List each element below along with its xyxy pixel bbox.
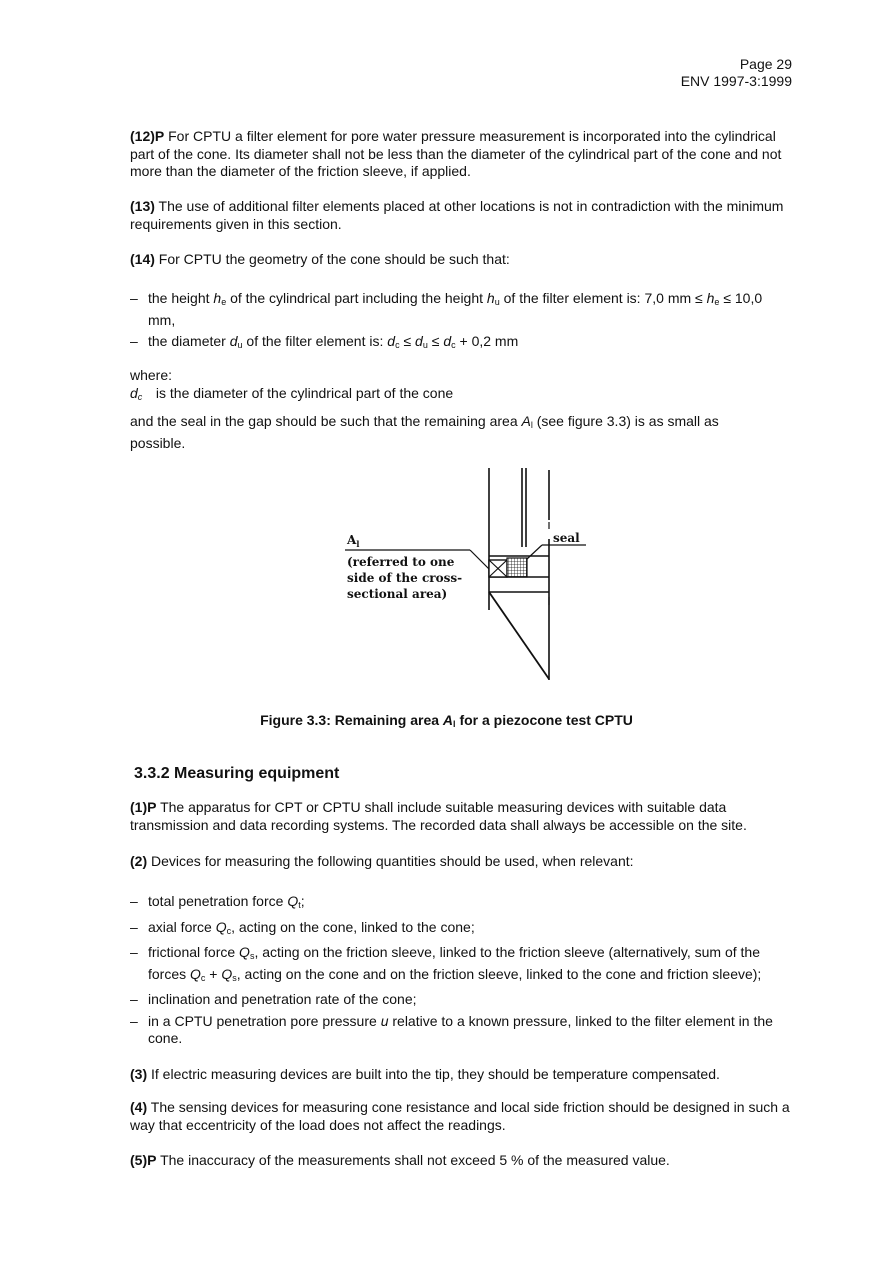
where-definition: $d_c$ is the diameter of the cylindrical part of the cone bbox=[130, 384, 454, 402]
clause-text: If electric measuring devices are built into the tip, they should be temperature compensated. bbox=[151, 1066, 720, 1082]
area-label-line: side of the cross- bbox=[347, 571, 463, 585]
list-item: – total penetration force $Q_t$; bbox=[130, 893, 305, 910]
clause-text: The sensing devices for measuring cone resistance and local side friction should be designed in such a way that eccentricity of the load does not affect the readings. bbox=[130, 1099, 790, 1133]
clause-number: (4) bbox=[130, 1099, 148, 1115]
clause-number: (12)P bbox=[130, 128, 165, 144]
page-header bbox=[681, 56, 792, 90]
area-label-line: sectional area) bbox=[347, 587, 448, 601]
seal-hatched-block bbox=[507, 558, 527, 577]
clause-number: (1)P bbox=[130, 799, 157, 815]
list-item: – axial force $Q_c$, acting on the cone, linked to the cone; bbox=[130, 918, 475, 936]
clause-number: (13) bbox=[130, 198, 155, 214]
paragraph-13 bbox=[130, 198, 795, 233]
list-item: – in a CPTU penetration pore pressure u relative to a known pressure, linked to the filter element in the cone. bbox=[130, 1012, 773, 1046]
dash-bullet: – bbox=[130, 333, 138, 349]
paragraph-1p bbox=[130, 799, 795, 834]
area-label: $A_l$ bbox=[347, 533, 360, 549]
area-leader-line bbox=[470, 550, 489, 569]
dash-bullet: – bbox=[130, 1012, 138, 1029]
dash-bullet: – bbox=[130, 918, 138, 935]
clause-text: The apparatus for CPT or CPTU shall include suitable measuring devices with suitable data transmission and data recording systems. The recorded data shall always be accessible on the site. bbox=[130, 799, 747, 833]
figure-caption: Figure 3.3: Remaining area $A_l$ for a piezocone test CPTU bbox=[260, 712, 633, 729]
list-item: – the diameter $d_u$ of the filter element is: $d_c \le d_u \le d_c + 0,2$ mm bbox=[130, 333, 519, 350]
cone-geometry-list bbox=[130, 290, 770, 359]
clause-text: The inaccuracy of the measurements shall not exceed 5 % of the measured value. bbox=[160, 1152, 670, 1168]
paragraph-5p bbox=[130, 1152, 795, 1170]
seal-label: seal bbox=[553, 531, 580, 545]
clause-text: For CPTU the geometry of the cone should be such that: bbox=[158, 251, 510, 267]
where-label: where: bbox=[130, 367, 173, 383]
cone-tip-line bbox=[489, 592, 549, 679]
paragraph-2 bbox=[130, 853, 795, 871]
list-item: – the height $h_e$ of the cylindrical part including the height $h_u$ of the filter element is: 7,0 mm ≤ $h_e \le 10,0$ mm, bbox=[130, 290, 763, 328]
standard-reference: ENV 1997-3:1999 bbox=[680, 73, 792, 89]
paragraph-3 bbox=[130, 1066, 795, 1084]
clause-number: (2) bbox=[130, 853, 148, 869]
figure-3-3-diagram bbox=[340, 465, 590, 690]
paragraph-4 bbox=[130, 1099, 795, 1134]
quantities-list bbox=[130, 893, 795, 1052]
clause-number: (3) bbox=[130, 1066, 148, 1082]
list-item: – inclination and penetration rate of the cone; bbox=[130, 991, 417, 1007]
seal-paragraph: and the seal in the gap should be such that the remaining area $A_l$ (see figure 3.3) is as small as possible. bbox=[130, 413, 719, 451]
clause-text: For CPTU a filter element for pore water pressure measurement is incorporated into the cylindrical part of the cone. Its diameter shall not be less than the diameter of the cylindrical part of the cone and not more than the diameter of the friction sleeve, if applied. bbox=[130, 128, 782, 179]
paragraph-12p bbox=[130, 128, 795, 181]
dash-bullet: – bbox=[130, 991, 138, 1007]
paragraph-14 bbox=[130, 251, 795, 269]
dash-bullet: – bbox=[130, 944, 138, 960]
where-block bbox=[130, 367, 453, 406]
clause-text: The use of additional filter elements placed at other locations is not in contradiction with the minimum requirements given in this section. bbox=[130, 198, 784, 232]
clause-number: (5)P bbox=[130, 1152, 157, 1168]
clause-number: (14) bbox=[130, 251, 155, 267]
seal-leader-line bbox=[527, 545, 542, 559]
page-number: Page 29 bbox=[739, 56, 792, 72]
area-label-line: (referred to one bbox=[347, 555, 455, 569]
list-item: – frictional force $Q_s$, acting on the friction sleeve, linked to the friction sleeve (alternatively, sum of the forces $Q_c + Q_s$, acting on the cone and on the friction sleeve, linked to the cone and friction sleeve); bbox=[130, 944, 762, 983]
dash-bullet: – bbox=[130, 893, 138, 909]
section-heading: 3.3.2 Measuring equipment bbox=[134, 765, 340, 782]
clause-text: Devices for measuring the following quantities should be used, when relevant: bbox=[151, 853, 634, 869]
dash-bullet: – bbox=[130, 290, 138, 306]
